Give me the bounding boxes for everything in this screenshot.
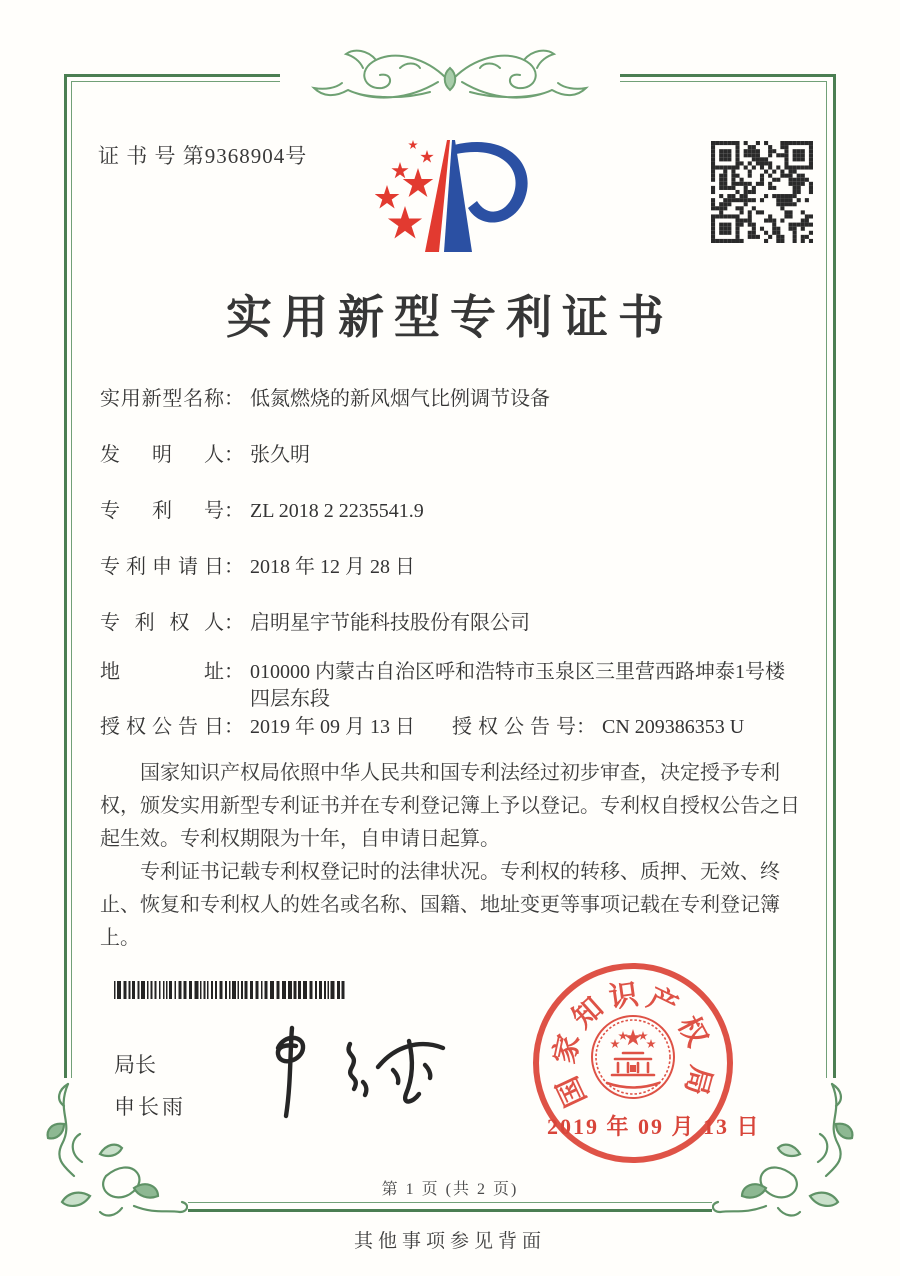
cnipa-logo [375, 132, 570, 262]
svg-text:权: 权 [671, 1011, 714, 1052]
field-value: ZL 2018 2 2235541.9 [250, 500, 424, 522]
field-label: 专利申请日 [100, 556, 224, 578]
seal-national-emblem [610, 1029, 656, 1048]
director-title: 局长 [114, 1053, 156, 1077]
field-row-grant: 授权公告日 ： 2019 年 09 月 13 日 授权公告号 ： CN 209386353 U [100, 714, 804, 741]
svg-text:知: 知 [566, 991, 610, 1035]
field-value: CN 209386353 U [602, 716, 745, 738]
svg-text:家: 家 [548, 1031, 587, 1067]
field-value: 张久明 [250, 444, 310, 466]
field-label: 授权公告日 [100, 716, 224, 738]
qr-code [711, 141, 813, 243]
field-label: 发明人 [100, 444, 224, 466]
field-label: 授权公告号 [452, 716, 576, 738]
field-row-inventor: 发明人 ： 张久明 [100, 442, 804, 469]
seal-date: 2019 年 09 月 13 日 [547, 1114, 761, 1139]
svg-text:国: 国 [551, 1071, 593, 1112]
field-label: 专利号 [100, 500, 224, 522]
barcode [114, 981, 346, 999]
page-number: 第 1 页 (共 2 页) [381, 1181, 519, 1198]
top-dragon-ornament [280, 38, 620, 110]
field-label: 实用新型名称 [100, 388, 224, 410]
field-value: 低氮燃烧的新风烟气比例调节设备 [250, 388, 550, 410]
field-label: 地址 [100, 661, 224, 683]
field-value: 010000 内蒙古自治区呼和浩特市玉泉区三里营西路坤泰1号楼四层东段 [250, 661, 785, 710]
certificate-title: 实用新型专利证书 [226, 292, 674, 343]
field-value: 启明星宇节能科技股份有限公司 [250, 612, 530, 634]
director-signature [250, 1022, 450, 1122]
certificate-number: 证 书 号 第9368904号 [98, 144, 308, 168]
field-row-name: 实用新型名称 ： 低氮燃烧的新风烟气比例调节设备 [100, 386, 804, 413]
field-row-patent-no: 专利号 ： ZL 2018 2 2235541.9 [100, 498, 804, 525]
field-list [100, 386, 804, 770]
field-label: 专利权人 [100, 612, 224, 634]
svg-text:产: 产 [642, 982, 683, 1024]
director-name: 申长雨 [114, 1095, 186, 1119]
field-row-filing-date: 专利申请日 ： 2018 年 12 月 28 日 [100, 554, 804, 581]
field-row-address: 地址 ： 010000 内蒙古自治区呼和浩特市玉泉区三里营西路坤泰1号楼四层东段 [100, 659, 804, 713]
legal-paragraph-2: 专利证书记载专利权登记时的法律状况。专利权的转移、质押、无效、终止、恢复和专利权人的姓名或名称、国籍、地址变更等事项记载在专利登记簿上。 [100, 861, 780, 949]
field-value: 2018 年 12 月 28 日 [250, 556, 415, 578]
back-side-note: 其他事项参见背面 [353, 1231, 546, 1252]
field-row-patentee: 专利权人 ： 启明星宇节能科技股份有限公司 [100, 610, 804, 637]
legal-paragraph-1: 国家知识产权局依照中华人民共和国专利法经过初步审查，决定授予专利权，颁发实用新型专利证书并在专利登记簿上予以登记。专利权自授权公告之日起生效。专利权期限为十年，自申请日起算。 [100, 762, 800, 850]
svg-text:局: 局 [678, 1062, 717, 1099]
field-value: 2019 年 09 月 13 日 [250, 716, 415, 738]
legal-text [100, 757, 806, 955]
svg-text:识: 识 [607, 978, 641, 1015]
